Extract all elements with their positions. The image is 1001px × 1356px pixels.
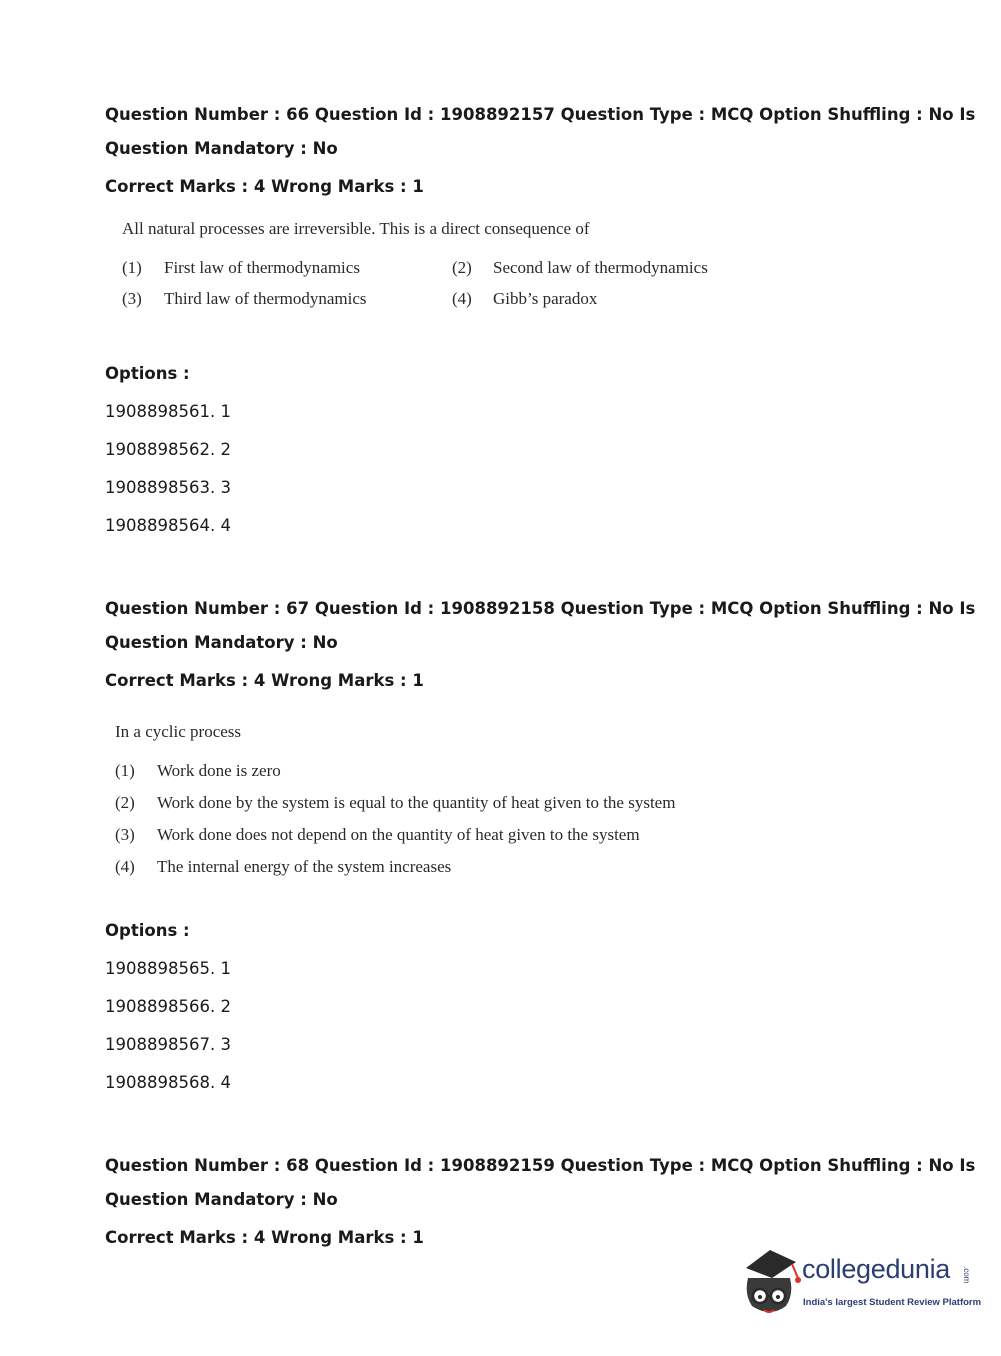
mascot-icon [740, 1248, 802, 1320]
q66-choice-num: (1) [122, 258, 142, 277]
q66-choice-text: Gibb’s paradox [493, 289, 598, 308]
q67-option: 1908898565. 1 [105, 959, 231, 978]
q66-option: 1908898562. 2 [105, 440, 231, 459]
q67-choice-num: (2) [115, 793, 135, 812]
q67-choice-num: (4) [115, 857, 135, 876]
q67-meta-line1: Question Number : 67 Question Id : 1908892158 Question Type : MCQ Option Shuffling : No Is [105, 599, 976, 618]
q68-meta-line1: Question Number : 68 Question Id : 1908892159 Question Type : MCQ Option Shuffling : No Is [105, 1156, 976, 1175]
q66-choice-text: Third law of thermodynamics [164, 289, 367, 308]
collegedunia-logo [740, 1248, 982, 1320]
q67-choice-text: Work done is zero [157, 761, 281, 780]
q66-options-label: Options : [105, 364, 190, 383]
q67-stem: In a cyclic process [115, 722, 242, 741]
q66-choice-text: First law of thermodynamics [164, 258, 360, 277]
q66-choice-num: (3) [122, 289, 142, 308]
q67-choice-text: Work done does not depend on the quantity of heat given to the system [157, 825, 640, 844]
q67-option: 1908898567. 3 [105, 1035, 231, 1054]
q67-choice-text: Work done by the system is equal to the quantity of heat given to the system [157, 793, 676, 812]
q68-meta-line2: Question Mandatory : No [105, 1190, 338, 1209]
q67-choice-num: (3) [115, 825, 135, 844]
q66-meta-line1: Question Number : 66 Question Id : 1908892157 Question Type : MCQ Option Shuffling : No Is [105, 105, 976, 124]
logo-suffix: .com [962, 1266, 971, 1284]
q66-stem: All natural processes are irreversible. This is a direct consequence of [122, 219, 590, 238]
q66-option: 1908898561. 1 [105, 402, 231, 421]
q67-options-label: Options : [105, 921, 190, 940]
q67-choice-text: The internal energy of the system increases [157, 857, 452, 876]
q66-option: 1908898563. 3 [105, 478, 231, 497]
q66-option: 1908898564. 4 [105, 516, 231, 535]
q66-choice-num: (4) [452, 289, 472, 308]
q67-choice-num: (1) [115, 761, 135, 780]
q67-meta-line2: Question Mandatory : No [105, 633, 338, 652]
q67-marks: Correct Marks : 4 Wrong Marks : 1 [105, 671, 424, 690]
q66-choice-text: Second law of thermodynamics [493, 258, 708, 277]
q66-choice-num: (2) [452, 258, 472, 277]
q68-marks: Correct Marks : 4 Wrong Marks : 1 [105, 1228, 424, 1247]
q66-meta-line2: Question Mandatory : No [105, 139, 338, 158]
q67-option: 1908898566. 2 [105, 997, 231, 1016]
q67-option: 1908898568. 4 [105, 1073, 231, 1092]
logo-tagline: India's largest Student Review Platform [803, 1297, 982, 1308]
q66-marks: Correct Marks : 4 Wrong Marks : 1 [105, 177, 424, 196]
logo-wordmark: collegedunia [802, 1254, 951, 1284]
